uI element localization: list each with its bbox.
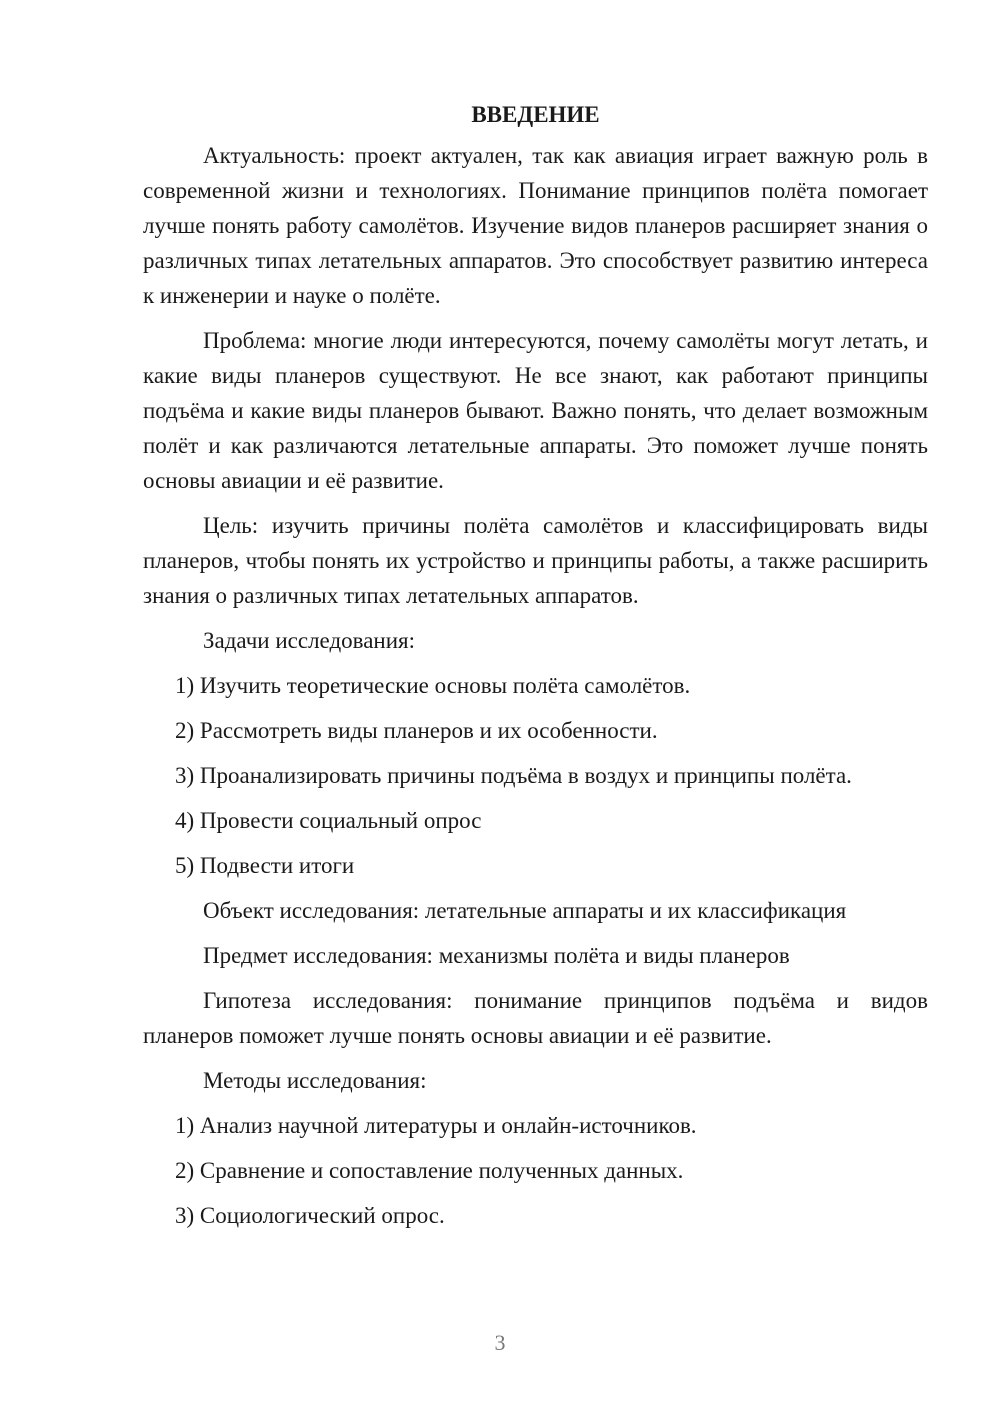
relevance-paragraph: Актуальность: проект актуален, так как авиация играет важную роль в современной жизни и технологиях. Понимание принципов полёта помогает лучше понять работу самолётов. Изучение видов планеров расширяет знания о различных типах летательных аппаратов. Это способствует развитию интереса к инженерии и науке о полёте. [143, 143, 928, 308]
research-object: Объект исследования: летательные аппараты и их классификация [203, 898, 847, 923]
goal-paragraph: Цель: изучить причины полёта самолётов и классифицировать виды планеров, чтобы понять их устройство и принципы работы, а также расширить знания о различных типах летательных аппаратов. [143, 513, 928, 608]
task-item: 4) Провести социальный опрос [175, 808, 482, 833]
page-number: 3 [494, 1330, 506, 1355]
tasks-heading: Задачи исследования: [203, 628, 416, 653]
method-item: 3) Социологический опрос. [175, 1203, 445, 1228]
task-item: 2) Рассмотреть виды планеров и их особенности. [175, 718, 658, 743]
task-item: 5) Подвести итоги [175, 853, 355, 878]
research-subject: Предмет исследования: механизмы полёта и виды планеров [203, 943, 790, 968]
hypothesis-paragraph: Гипотеза исследования: понимание принципов подъёма и видов планеров поможет лучше понять основы авиации и её развитие. [143, 988, 928, 1048]
method-item: 1) Анализ научной литературы и онлайн-источников. [175, 1113, 697, 1138]
page-content [143, 97, 928, 1243]
problem-paragraph: Проблема: многие люди интересуются, почему самолёты могут летать, и какие виды планеров существуют. Не все знают, как работают принципы подъёма и какие виды планеров бывают. Важно понять, что делает возможным полёт и как различаются летательные аппараты. Это поможет лучше понять основы авиации и её развитие. [143, 328, 928, 493]
page-title: ВВЕДЕНИЕ [471, 102, 600, 127]
method-item: 2) Сравнение и сопоставление полученных данных. [175, 1158, 684, 1183]
task-item: 3) Проанализировать причины подъёма в воздух и принципы полёта. [175, 763, 852, 788]
methods-heading: Методы исследования: [203, 1068, 427, 1093]
task-item: 1) Изучить теоретические основы полёта самолётов. [175, 673, 691, 698]
